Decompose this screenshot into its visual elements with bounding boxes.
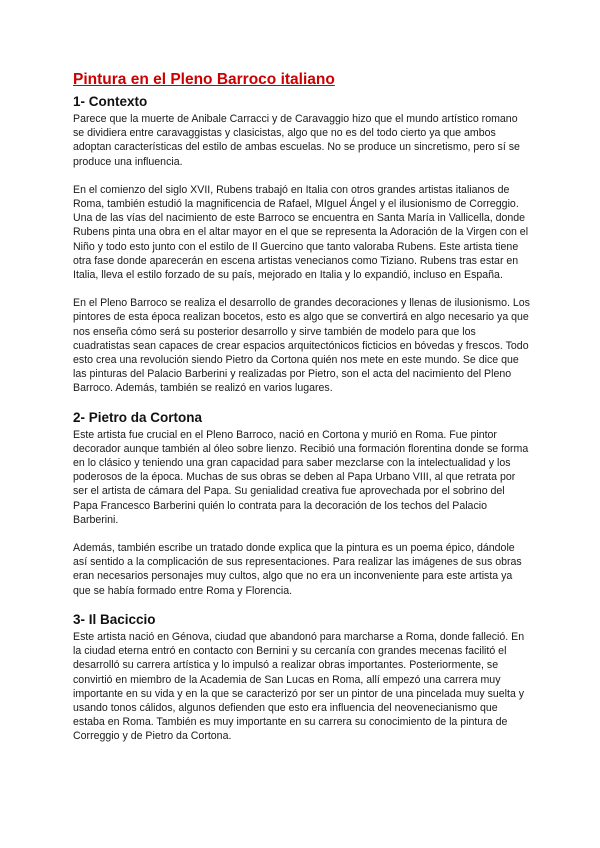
section-heading: 2- Pietro da Cortona: [73, 409, 203, 425]
paragraph: Además, también escribe un tratado donde explica que la pintura es un poema épico, dándole así sentido a la complicación de sus representaciones. Para realizar las imágenes de sus obras eran necesarios personajes muy cultos, algo que no era un inconveniente para este artista ya que se había formado entre Roma y Florencia.: [73, 542, 522, 597]
section-heading: 3- Il Baciccio: [73, 611, 156, 627]
paragraph: Parece que la muerte de Anibale Carracci y de Caravaggio hizo que el mundo artístico romano se dividiera entre caravaggistas y clasicistas, algo que no es del todo cierto ya que ambos adoptan características del estilo de ambas escuelas. No se produce un sincretismo, pero sí se produce una influencia.: [73, 113, 520, 168]
section-pietro-da-cortona: [73, 409, 530, 598]
paragraph: En el comienzo del siglo XVII, Rubens trabajó en Italia con otros grandes artistas italianos de Roma, también estudió la magnificencia de Rafael, MIguel Ángel y el ilusionismo de Correggio. Una de las vías del nacimiento de este Barroco se encuentra en Santa María in Vallicella, donde Rubens pinta una obra en el altar mayor en el que se representa la Adoración de la Virgen con el Niño y todo esto junto con el estilo de Il Guercino que tanto valoraba Rubens. Este artista tiene otra fase donde aparecerán en escena artistas venecianos como Tiziano. Rubens tras estar en Italia, lleva el estilo forzado de su país, mejorado en Italia y lo expandió, incluso en España.: [73, 183, 529, 282]
paragraph: Este artista nació en Génova, ciudad que abandonó para marcharse a Roma, donde falleció. En la ciudad eterna entró en contacto con Bernini y su cercanía con grandes mecenas facilitó el desarrolló su carrera artística y lo impulsó a realizar obras importantes. Posteriormente, se convirtió en miembro de la Academia de San Lucas en Roma, allí empezó una carrera muy importante en su vida y en la que se caracterizó por ser un pintor de una pincelada muy suelta y usando tonos cálidos, algunos defienden que esto era influencia del neovenecianismo que estaba en Roma. También es muy importante en su carrera su conocimiento de la pintura de Correggio y de Pietro da Cortona.: [73, 630, 525, 743]
section-heading: 1- Contexto: [73, 94, 148, 109]
section-contexto: [73, 93, 530, 396]
document-title: Pintura en el Pleno Barroco italiano: [73, 71, 335, 88]
paragraph: En el Pleno Barroco se realiza el desarrollo de grandes decoraciones y llenas de ilusionismo. Los pintores de esta época realizan bocetos, esto es algo que se convertirá en algo necesario ya que nos enseña cómo será su posterior desarrollo y sirve también de modelo para que los cuadratistas sean capaces de crear espacios arquitectónicos ficticios en bóvedas y frescos. Todo esto crea una revolución siendo Pietro da Cortona quién nos mete en este mundo. Se dice que las pinturas del Palacio Barberini y realizadas por Pietro, son el acta del nacimiento del Pleno Barroco. Además, también se realizó en varios lugares.: [73, 297, 530, 395]
section-il-baciccio: [73, 611, 530, 744]
paragraph: Este artista fue crucial en el Pleno Barroco, nació en Cortona y murió en Roma. Fue pintor decorador aunque también al óleo sobre lienzo. Recibió una formación florentina donde se forma en lo clásico y teniendo una gran capacidad para saber mezclarse con la intelectualidad y los poderosos de la época. Muchas de sus obras se deben al Papa Urbano VIII, al que retrata por ser el artista de cámara del Papa. Su genialidad creativa fue aprovechada por el sobrino del Papa Francesco Barberini quién lo contrata para la decoración de los techos del Palacio Barberini.: [73, 428, 529, 526]
